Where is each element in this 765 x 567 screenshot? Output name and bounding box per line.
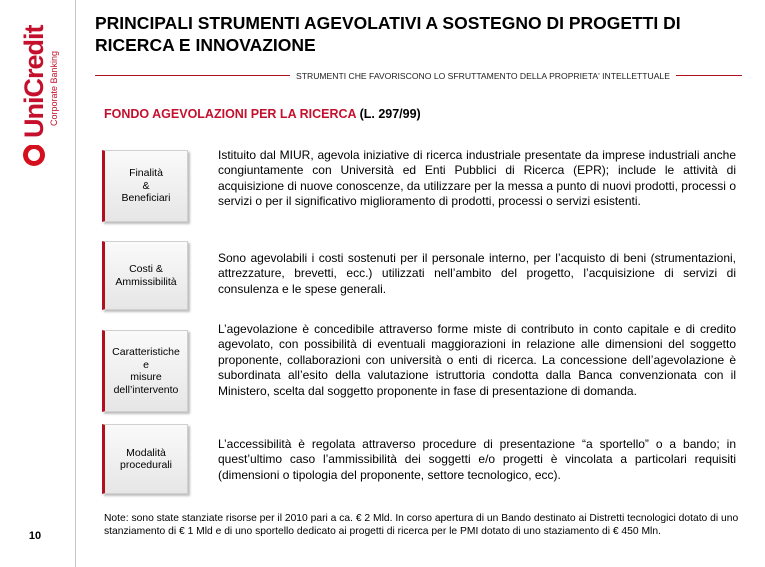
label-modalita: [102, 424, 188, 494]
desc-caratteristiche: L’agevolazione è concedibile attraverso forme miste di contributo in conto capitale e di credito agevolato, con possibilità di eventuali maggiorazioni in relazione alle dimensioni del soggetto proponente, collaborazioni con università o enti di ricerca. La concessione dell’agevolazione è subordinata all’esito della valutazione istruttoria condotta dalla Banca convenzionata con il Ministero, scelta dal soggetto proponente in fase di presentazione di domanda.: [218, 322, 736, 398]
label-finalita-text: Finalità & Beneficiari: [121, 167, 171, 205]
unicredit-logo-emblem: [23, 140, 45, 166]
page-number: 10: [28, 530, 42, 542]
label-finalita: [102, 150, 188, 222]
label-costi-text: Costi & Ammissibilità: [115, 263, 177, 288]
unicredit-logo: [10, 22, 66, 172]
page-subtitle: STRUMENTI CHE FAVORISCONO LO SFRUTTAMENTO DELLA PROPRIETA' INTELLETTUALE: [290, 70, 676, 82]
unicredit-logo-division: Corporate Banking: [49, 50, 59, 126]
label-caratteristiche-text: Caratteristiche e misure dell’intervento: [112, 346, 180, 396]
label-caratteristiche: [102, 330, 188, 412]
section-title: [104, 107, 421, 121]
label-costi: [102, 241, 188, 310]
footnote: Note: sono state stanziate risorse per il 2010 pari a ca. € 2 Mld. In corso apertura di un Bando destinato ai Distretti tecnologici dotato di uno stanziamento di € 1 Mld e di uno sportello dedicato ai progetti di ricerca per le PMI dotato di uno staziamento di € 450 Mln.: [104, 513, 739, 537]
section-law-reference: (L. 297/99): [359, 107, 421, 121]
section-title-text: FONDO AGEVOLAZIONI PER LA RICERCA: [104, 107, 357, 121]
desc-finalita: Istituito dal MIUR, agevola iniziative di ricerca industriale presentate da imprese industriali anche congiuntamente con Università ed Enti Pubblici di Ricerca (EPR); include le attività di acquisizione di nuove conoscenze, da utilizzare per la messa a punto di nuovi prodotti, processi o servizi o per il significativo miglioramento di prodotti, processi o servizi esistenti.: [218, 148, 736, 209]
unicredit-logo-wordmark: UniCredit: [19, 25, 49, 138]
desc-modalita: L’accessibilità è regolata attraverso procedure di presentazione “a sportello” o a bando; in quest’ultimo caso l’ammissibilità dei soggetti e/o progetti è vincolata a particolari requisiti (dimensioni o tipologia del proponente, settore tecnologico, ecc).: [218, 437, 736, 482]
label-modalita-text: Modalità procedurali: [120, 446, 172, 471]
desc-costi: Sono agevolabili i costi sostenuti per il personale interno, per l’acquisto di beni (strumentazioni, attrezzature, brevetti, ecc.) utilizzati nell’ambito del progetto, l’acquisizione di servizi di consulenza e le spese generali.: [218, 251, 736, 296]
page-title: PRINCIPALI STRUMENTI AGEVOLATIVI A SOSTEGNO DI PROGETTI DI RICERCA E INNOVAZIONE: [95, 13, 681, 55]
sidebar: [0, 0, 76, 567]
